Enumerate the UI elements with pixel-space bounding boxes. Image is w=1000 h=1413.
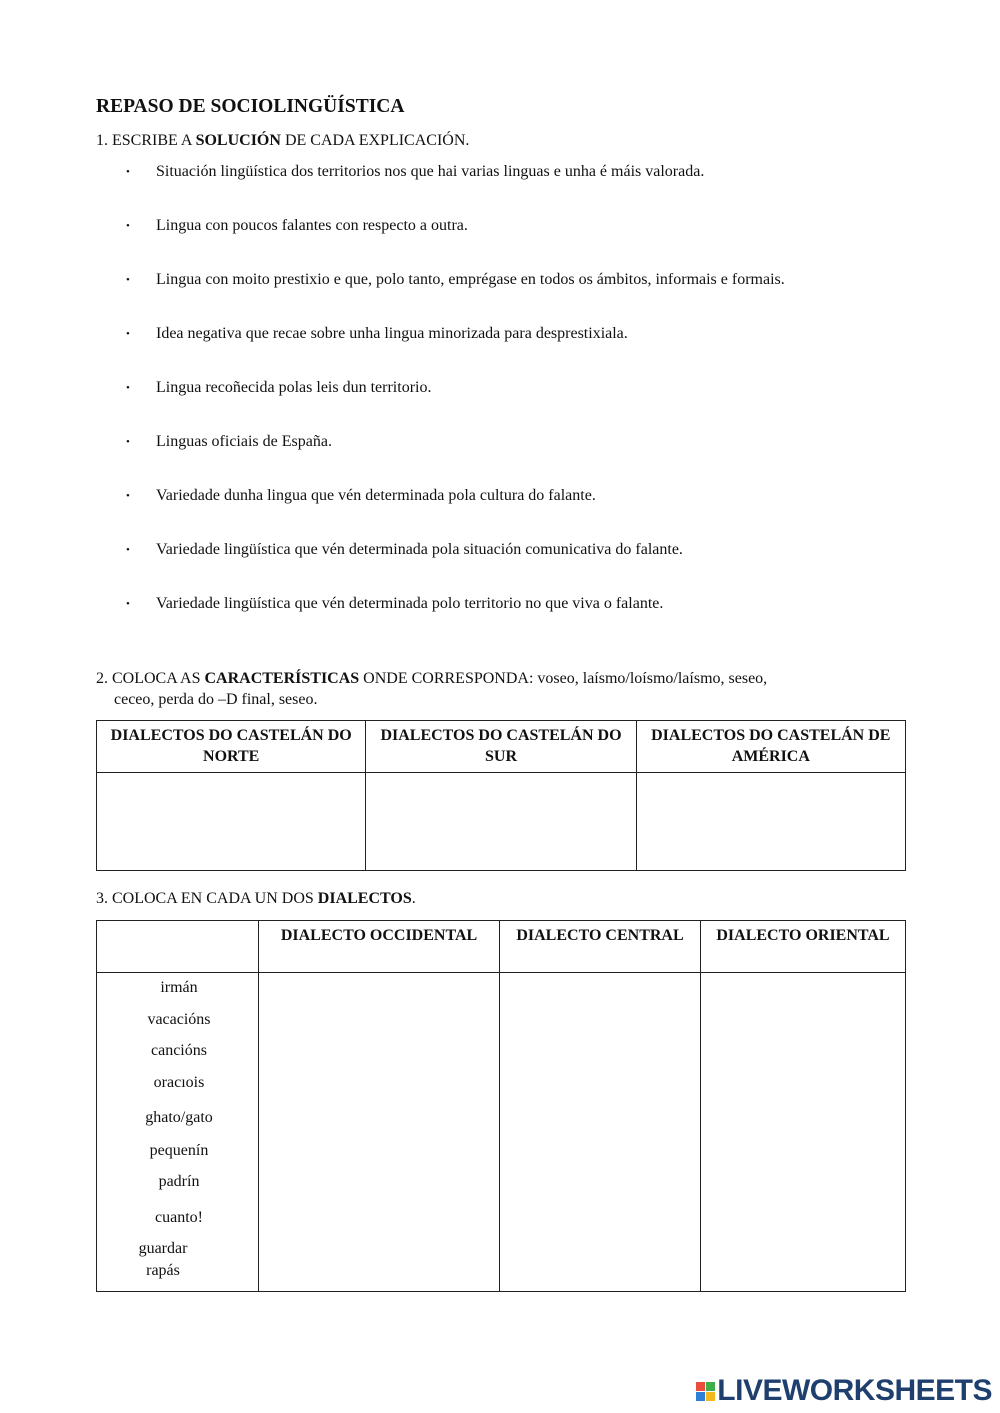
liveworksheets-logo <box>696 1374 992 1408</box>
list-item: • Variedade dunha lingua que vén determinada pola cultura do falante. <box>126 487 596 504</box>
list-item: • Lingua recoñecida polas leis dun territorio. <box>126 379 432 396</box>
word-item[interactable]: vacacións <box>147 1011 211 1028</box>
word-item[interactable]: cuanto! <box>155 1209 203 1226</box>
header-south: DIALECTOS DO CASTELÁN DO SUR <box>366 721 636 773</box>
header-america: DIALECTOS DO CASTELÁN DE AMÉRICA <box>636 721 905 773</box>
bullet-icon: • <box>126 274 130 286</box>
word-list-cell <box>97 973 259 1292</box>
word-item[interactable]: cancións <box>151 1042 207 1059</box>
section-1-heading: 1. ESCRIBE A SOLUCIÓN DE CADA EXPLICACIÓN. <box>96 132 470 149</box>
word-item[interactable]: ghato/gato <box>145 1109 213 1126</box>
bullet-icon: • <box>126 490 130 502</box>
bullet-icon: • <box>126 382 130 394</box>
answer-cell-occidental[interactable] <box>259 973 500 1292</box>
word-item[interactable]: irmán <box>160 979 198 996</box>
header-empty <box>97 921 259 973</box>
section-3-heading: 3. COLOCA EN CADA UN DOS DIALECTOS. <box>96 890 416 907</box>
answer-cell-america[interactable] <box>636 773 905 871</box>
answer-cell-central[interactable] <box>500 973 701 1292</box>
liveworksheets-logo-icon <box>696 1382 715 1401</box>
answer-cell-oriental[interactable] <box>701 973 906 1292</box>
header-central: DIALECTO CENTRAL <box>500 921 701 973</box>
word-item[interactable]: padrín <box>158 1173 200 1190</box>
galician-dialects-table <box>96 920 906 1292</box>
list-item: • Linguas oficiais de España. <box>126 433 332 450</box>
list-item: • Lingua con moito prestixio e que, polo tanto, emprégase en todos os ámbitos, informais e formais. <box>126 271 785 288</box>
list-item: • Idea negativa que recae sobre unha lingua minorizada para desprestixiala. <box>126 325 628 342</box>
list-item: • Lingua con poucos falantes con respecto a outra. <box>126 217 468 234</box>
page-title: REPASO DE SOCIOLINGÜÍSTICA <box>96 96 405 117</box>
section-2-heading-line2: ceceo, perda do –D final, seseo. <box>114 691 318 708</box>
bullet-icon: • <box>126 166 130 178</box>
answer-cell-south[interactable] <box>366 773 636 871</box>
word-item[interactable]: guardar <box>138 1240 188 1257</box>
bullet-icon: • <box>126 598 130 610</box>
bullet-icon: • <box>126 328 130 340</box>
header-north: DIALECTOS DO CASTELÁN DO NORTE <box>97 721 366 773</box>
list-item: • Variedade lingüística que vén determinada polo territorio no que viva o falante. <box>126 595 664 612</box>
list-item: • Situación lingüística dos territorios nos que hai varias linguas e unha é máis valorada. <box>126 163 705 180</box>
word-item[interactable]: oracıois <box>153 1074 205 1091</box>
list-item: • Variedade lingüística que vén determinada pola situación comunicativa do falante. <box>126 541 683 558</box>
word-item[interactable]: rapás <box>146 1262 180 1279</box>
bullet-icon: • <box>126 544 130 556</box>
answer-cell-north[interactable] <box>97 773 366 871</box>
word-item[interactable]: pequenín <box>149 1142 209 1159</box>
brand-name: LIVEWORKSHEETS <box>717 1374 992 1407</box>
header-occidental: DIALECTO OCCIDENTAL <box>259 921 500 973</box>
bullet-icon: • <box>126 436 130 448</box>
header-oriental: DIALECTO ORIENTAL <box>701 921 906 973</box>
section-2-heading: 2. COLOCA AS CARACTERÍSTICAS ONDE CORRESPONDA: voseo, laísmo/loísmo/laísmo, seseo, ceceo, perda do –D final, seseo. <box>96 668 896 710</box>
castilian-dialects-table <box>96 720 906 871</box>
bullet-icon: • <box>126 220 130 232</box>
